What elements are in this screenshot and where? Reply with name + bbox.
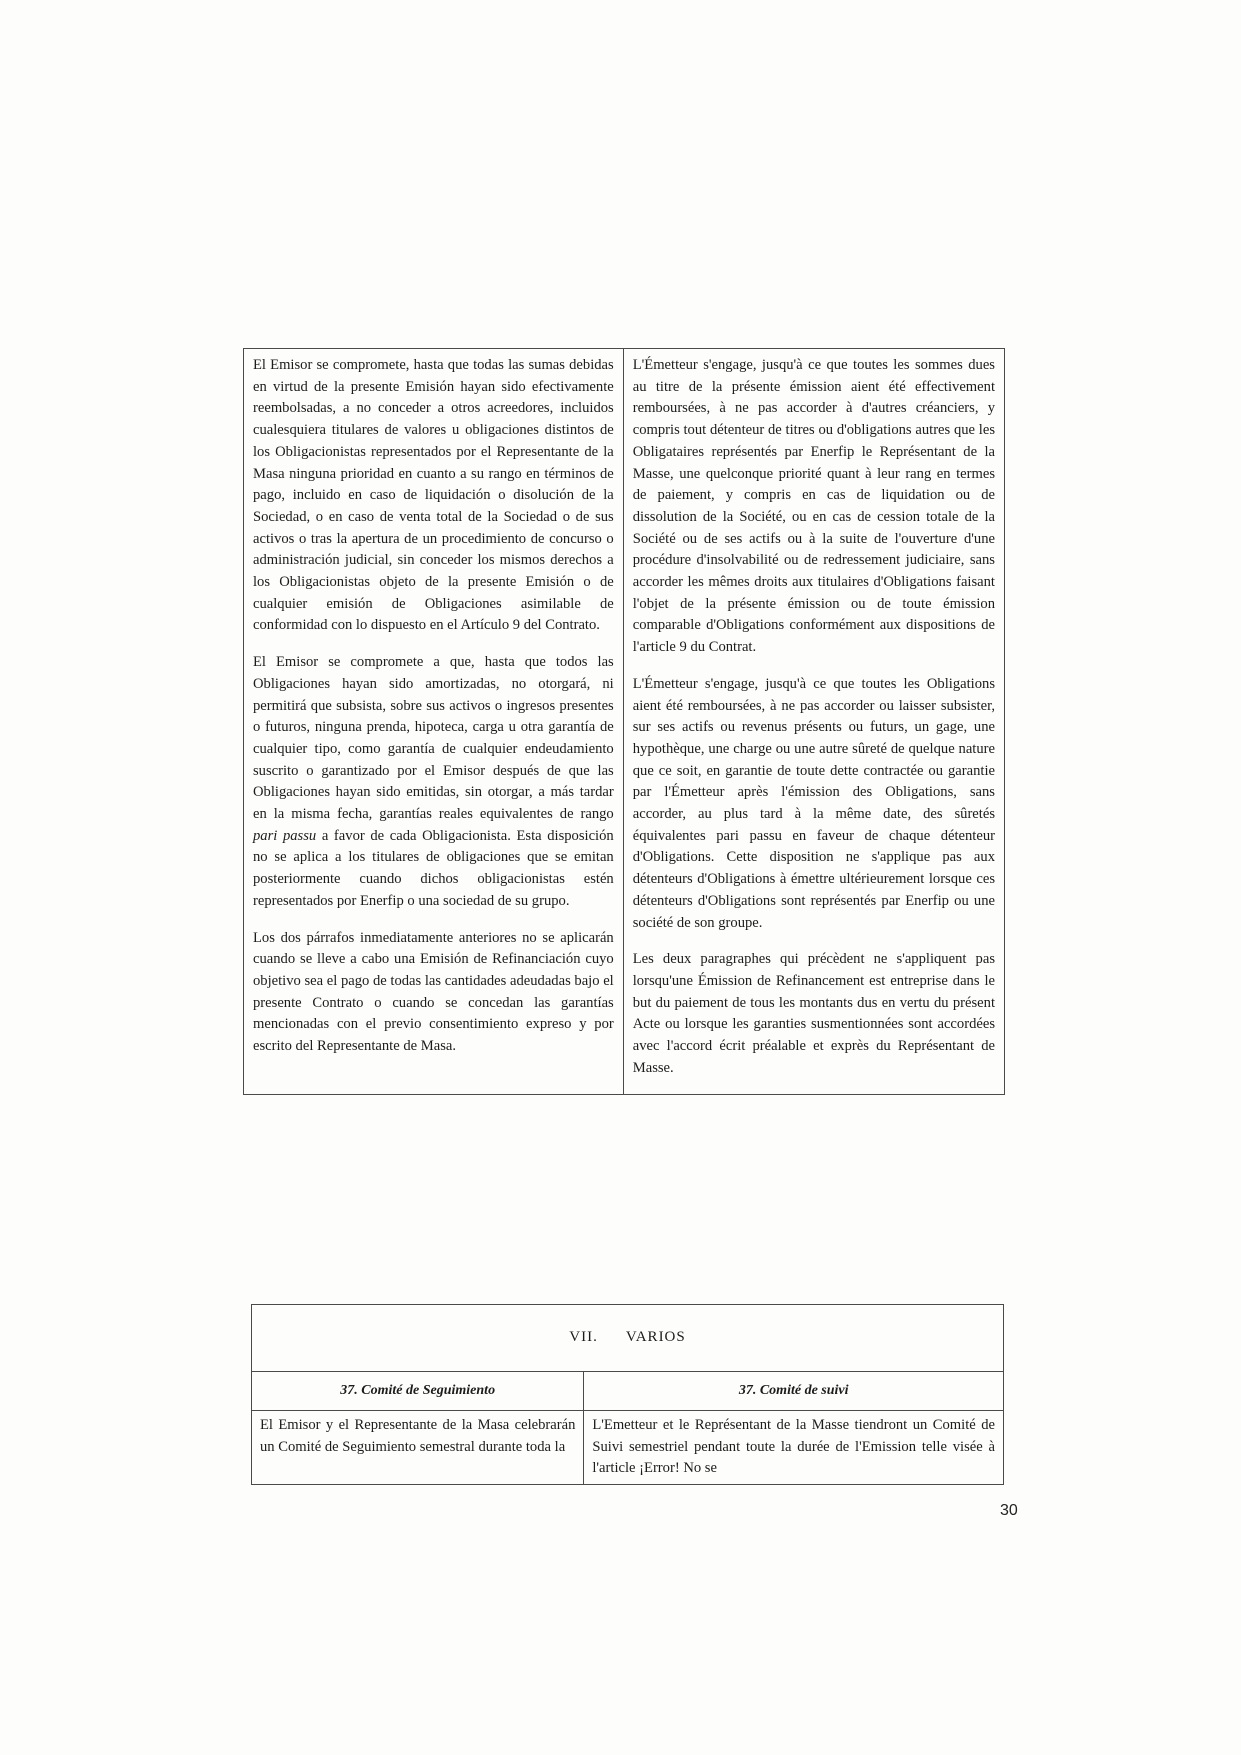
table-row [252, 1372, 1004, 1411]
clause-fr-2: L'Émetteur s'engage, jusqu'à ce que toutes les Obligations aient été remboursées, à ne pas accorder ou laisser subsister, sur ses actifs ou revenus présents ou futurs, un gage, une hypothèque, une charge ou une autre sûreté de quelque nature que ce soit, en garantie de toute dette contractée ou garantie par l'Émetteur après l'émission des Obligations, sans accorder, au plus tard à la même date, des sûretés équivalentes pari passu en faveur de chaque détenteur d'Obligations. Cette disposition ne s'applique pas aux détenteurs d'Obligations à émettre ultérieurement lorsque ces détenteurs d'Obligations sont représentés par Enerfip ou une société de son groupe. [632, 675, 995, 931]
section-vii-table [251, 1304, 1004, 1485]
table-row [244, 349, 1005, 1095]
clause-body-es: El Emisor y el Representante de la Masa celebrarán un Comité de Seguimiento semestral durante toda la [252, 1411, 584, 1485]
table-row [252, 1411, 1004, 1485]
spanish-column [244, 349, 624, 1095]
clause-es-2-tail: a favor de cada Obligacionista. Esta disposición no se aplica a los titulares de obligaciones que se emitan posteriormente cuando dichos obligacionistas estén representados por Enerfip o una sociedad de su grupo. [253, 827, 614, 909]
section-number: VII. [569, 1329, 598, 1346]
table-row [252, 1305, 1004, 1372]
clause-es-1: El Emisor se compromete, hasta que todas las sumas debidas en virtud de la presente Emisión hayan sido efectivamente reembolsadas, a no conceder a otros acreedores, incluidos cualesquiera titulares de valores u obligaciones distintos de los Obligacionistas representados por el Representante de la Masa ninguna prioridad en cuanto a su rango en términos de pago, incluido en caso de liquidación o disolución de la Sociedad, o en caso de venta total de la Sociedad o de sus activos o tras la apertura de un procedimiento de concurso o administración judicial, sin conceder los mismos derechos a los Obligacionistas objeto de la presente Emisión o de cualquier emisión de Obligaciones asimilable de conformidad con lo dispuesto en el Artículo 9 del Contrato. [253, 357, 614, 634]
french-column [623, 349, 1004, 1095]
clause-es-2-italic: pari passu [253, 827, 317, 844]
clause-heading-fr: 37. Comité de suivi [584, 1372, 1004, 1411]
section-heading [252, 1305, 1004, 1372]
clause-heading-es: 37. Comité de Seguimiento [252, 1372, 584, 1411]
clause-fr-3: Les deux paragraphes qui précèdent ne s'appliquent pas lorsqu'une Émission de Refinancement est entreprise dans le but du paiement de tous les montants dus en vertu du présent Acte ou lorsque les garanties susmentionnées sont accordées avec l'accord écrit préalable et exprès du Représentant de Masse. [632, 951, 995, 1076]
clause-es-3: Los dos párrafos inmediatamente anteriores no se aplicarán cuando se lleve a cabo una Emisión de Refinanciación cuyo objetivo sea el pago de todas las cantidades adeudadas bajo el presente Contrato o cuando se concedan las garantías mencionadas con el previo consentimiento expreso y por escrito del Representante de Masa. [253, 929, 614, 1055]
section-title: VARIOS [625, 1329, 686, 1346]
clause-body-fr: L'Emetteur et le Représentant de la Masse tiendront un Comité de Suivi semestriel pendant toute la durée de l'Emission telle visée à l'article ¡Error! No se [584, 1411, 1004, 1485]
clause-fr-1: L'Émetteur s'engage, jusqu'à ce que toutes les sommes dues au titre de la présente émission aient été effectivement remboursées, à ne pas accorder à d'autres créanciers, y compris tout détenteur de titres ou d'obligations autres que les Obligataires représentés par Enerfip le Représentant de la Masse, une quelconque priorité quant à leur rang en termes de paiement, y compris en cas de liquidation ou de dissolution de la Société, ou en cas de cession totale de la Société ou de ses actifs ou à la suite de l'ouverture d'une procédure d'insolvabilité ou de redressement judiciaire, sans accorder les mêmes droits aux titulaires d'Obligations faisant l'objet de la présente émission ou de toute émission comparable d'Obligations conformément aux dispositions de l'article 9 du Contrat. [632, 357, 995, 656]
clause-es-2 [253, 652, 614, 912]
page-number: 30 [1000, 1502, 1018, 1519]
bilingual-clauses-table [243, 348, 1005, 1095]
clause-es-2-text: El Emisor se compromete a que, hasta que todos las Obligaciones hayan sido amortizadas, no otorgará, ni permitirá que subsista, sobre sus activos o ingresos presentes o futuros, ninguna prenda, hipoteca, carga u otra garantía de cualquier tipo, como garantía de cualquier endeudamiento suscrito o garantizado por el Emisor después de que las Obligaciones hayan sido emitidas, sin otorgar, a más tardar en la misma fecha, garantías reales equivalentes de rango [253, 654, 614, 823]
